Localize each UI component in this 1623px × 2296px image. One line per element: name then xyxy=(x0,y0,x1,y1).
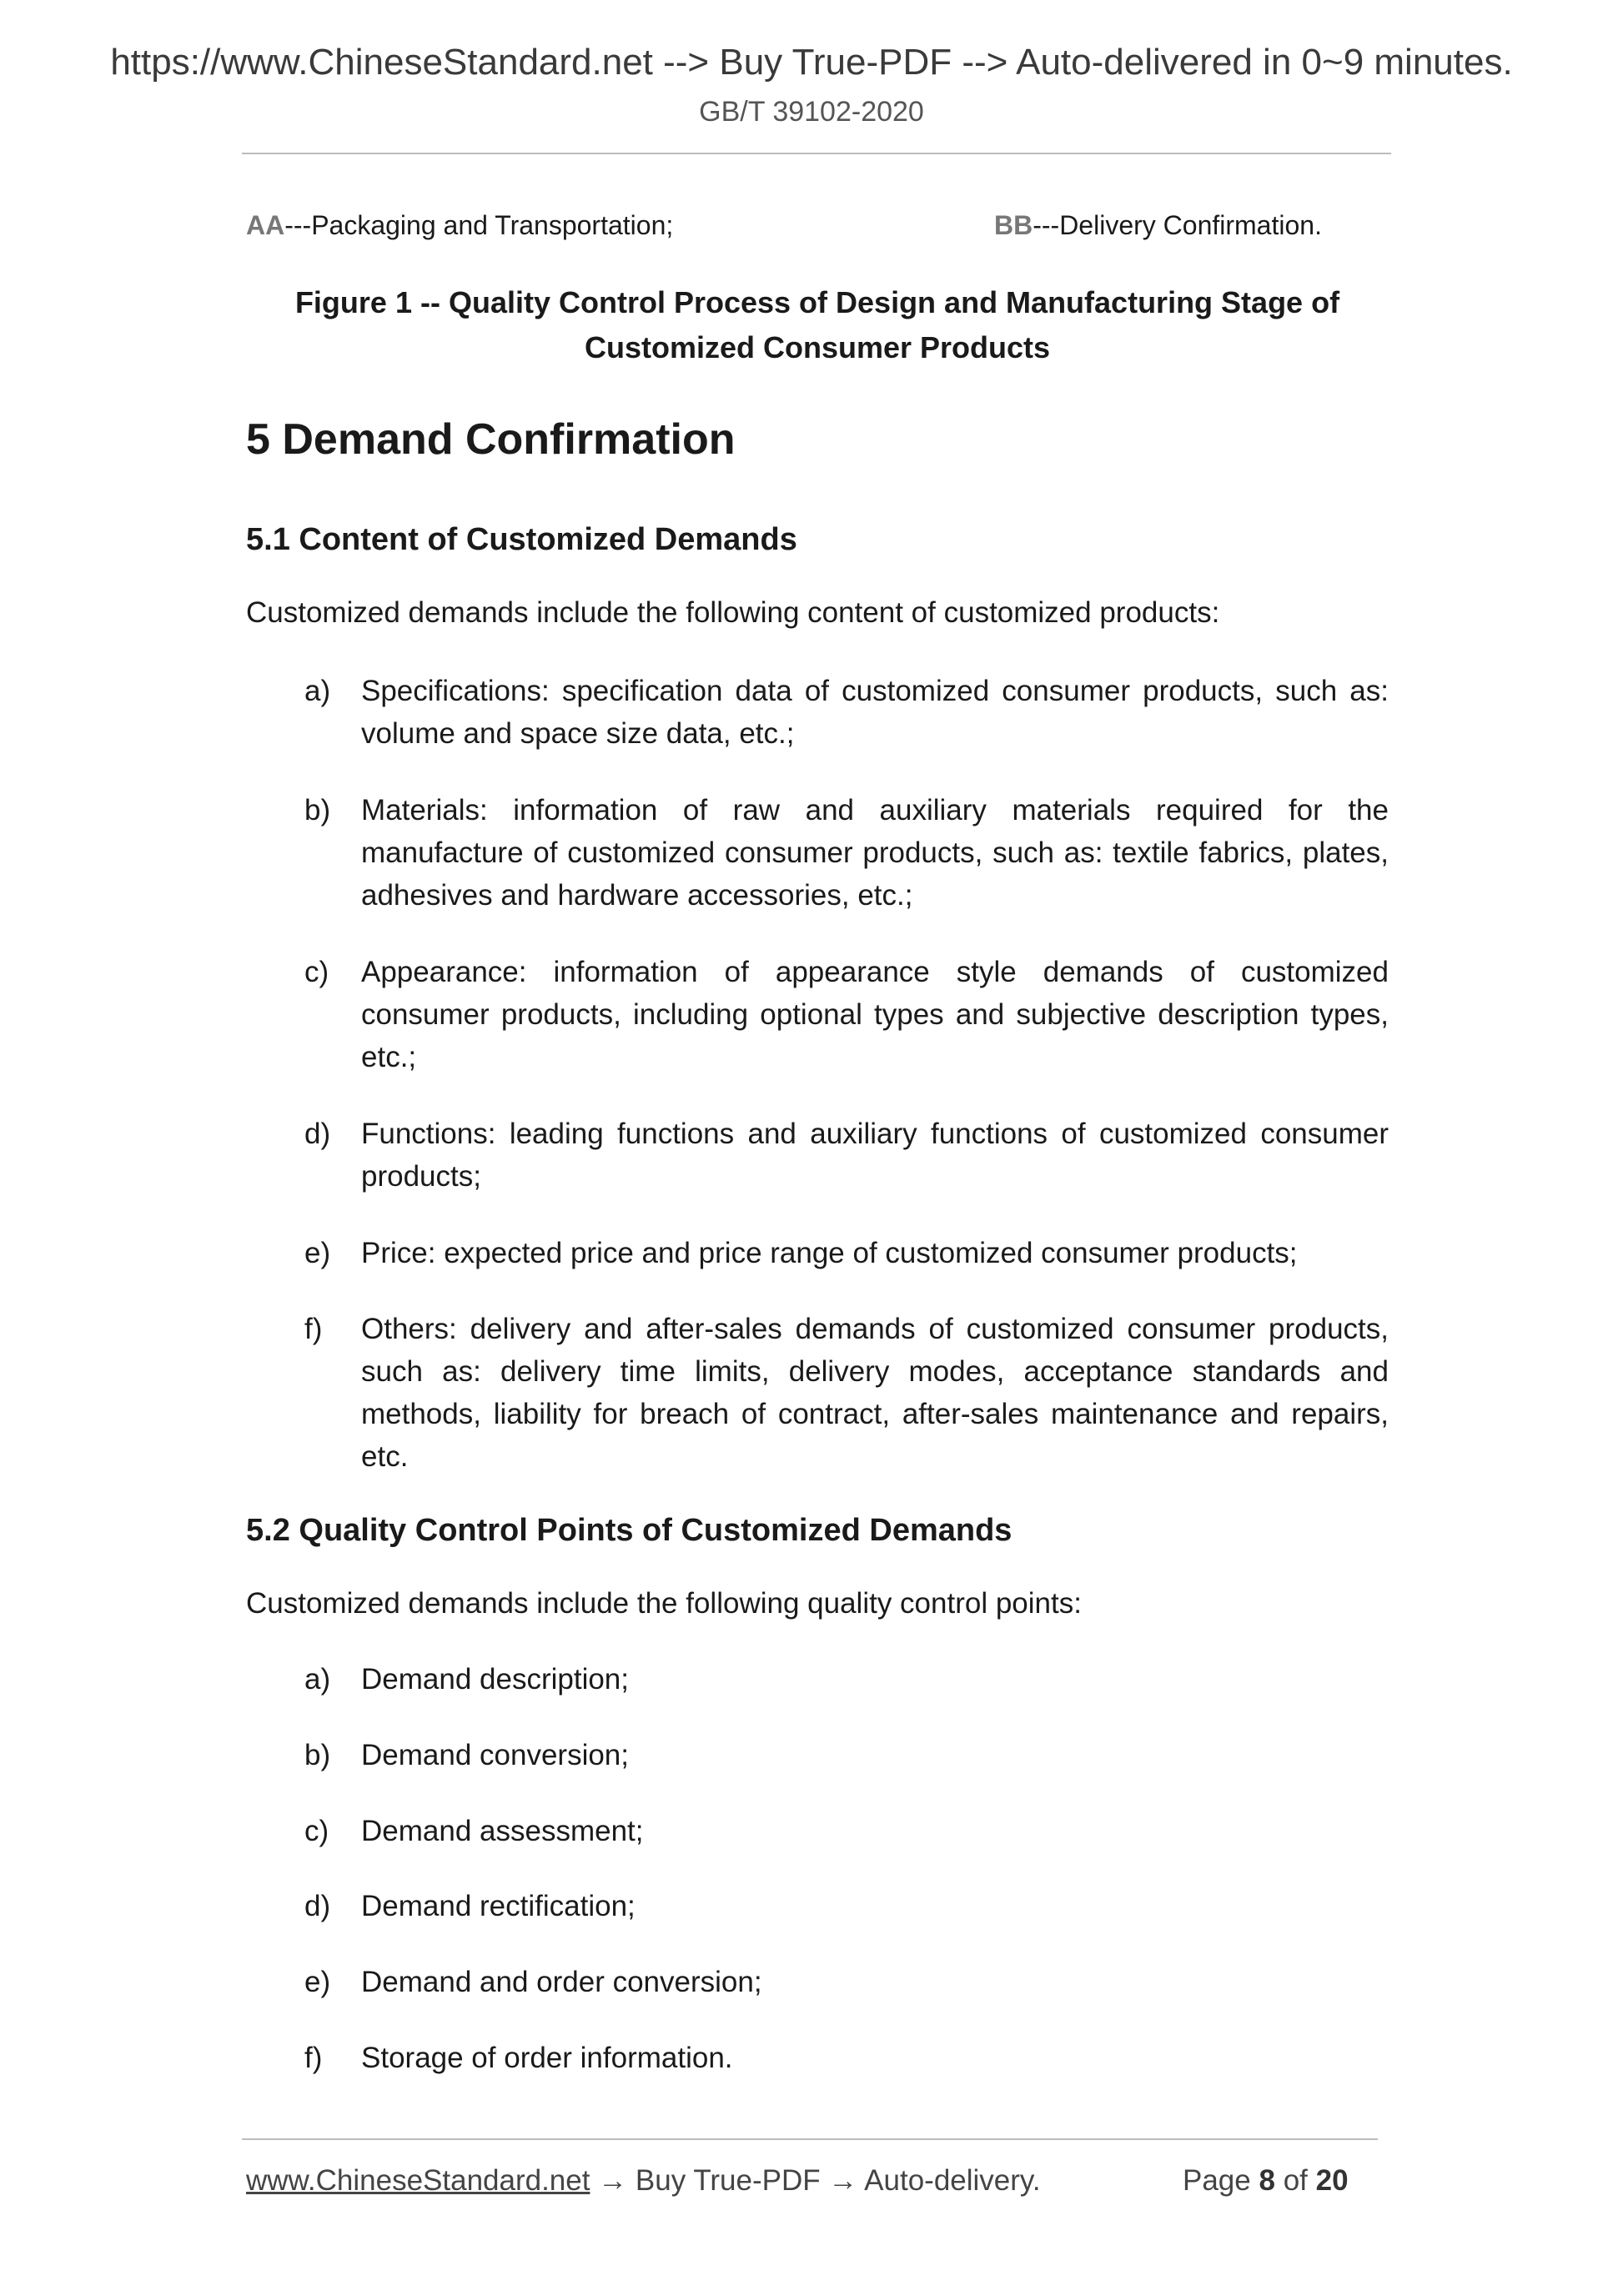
list-item xyxy=(304,1113,1389,1198)
list-label: b) xyxy=(304,1739,331,1771)
list-text: Demand and order conversion; xyxy=(361,1966,762,1998)
list-item xyxy=(304,1308,1389,1478)
list-label: a) xyxy=(304,1663,331,1696)
footer-left xyxy=(246,2164,1041,2198)
list-text: Price: expected price and price range of customized consumer products; xyxy=(361,1237,1298,1269)
list-text: Demand rectification; xyxy=(361,1890,636,1922)
list-item xyxy=(304,1815,643,1848)
list-text: Demand conversion; xyxy=(361,1739,629,1771)
header-divider xyxy=(242,153,1391,154)
list-text: Storage of order information. xyxy=(361,2042,733,2074)
legend-code: AA xyxy=(246,210,285,240)
figure-caption-line: Customized Consumer Products xyxy=(584,330,1051,364)
page-total: 20 xyxy=(1315,2164,1349,2197)
list-item xyxy=(304,951,1389,1078)
section-5-2-intro: Customized demands include the following quality control points: xyxy=(246,1587,1082,1620)
list-label: f) xyxy=(304,2042,323,2074)
list-text: Demand description; xyxy=(361,1663,629,1696)
list-label: a) xyxy=(304,675,331,707)
section-5-1-heading: 5.1 Content of Customized Demands xyxy=(246,522,797,557)
list-item xyxy=(304,670,1389,755)
list-item xyxy=(304,2042,733,2075)
list-label: c) xyxy=(304,1815,329,1847)
list-text: Appearance: information of appearance style demands of customized consumer products, including optional types and subjective description types, etc.; xyxy=(361,956,1389,1073)
figure-legend-aa xyxy=(246,210,673,241)
standard-number: GB/T 39102-2020 xyxy=(699,96,924,128)
list-text: Materials: information of raw and auxiliary materials required for the manufacture of customized consumer products, such as: textile fabrics, plates, adhesives and hardware accessories, etc.; xyxy=(361,794,1389,912)
list-item xyxy=(304,1739,629,1772)
list-item xyxy=(304,1966,762,1999)
section-5-2-heading: 5.2 Quality Control Points of Customized Demands xyxy=(246,1513,1012,1548)
list-text: Functions: leading functions and auxiliary functions of customized consumer products; xyxy=(361,1118,1389,1193)
list-text: Others: delivery and after-sales demands of customized consumer products, such as: delivery time limits, delivery modes, acceptance standards and methods, liability for breach of contract, after-sales maintenance and repairs, etc. xyxy=(361,1313,1389,1473)
list-text: Specifications: specification data of customized consumer products, such as: volume and space size data, etc.; xyxy=(361,675,1389,750)
page-word: Page xyxy=(1183,2164,1251,2197)
list-label: e) xyxy=(304,1966,331,1998)
list-item xyxy=(304,1663,629,1696)
page-indicator xyxy=(1183,2164,1349,2198)
list-label: e) xyxy=(304,1237,331,1269)
figure-caption-line: Figure 1 -- Quality Control Process of Design and Manufacturing Stage of xyxy=(294,285,1340,319)
list-label: d) xyxy=(304,1890,331,1922)
list-label: c) xyxy=(304,956,329,988)
list-label: d) xyxy=(304,1118,331,1150)
section-5-1-intro: Customized demands include the following content of customized products: xyxy=(246,596,1220,629)
page-current: 8 xyxy=(1259,2164,1275,2197)
legend-text: ---Delivery Confirmation. xyxy=(1033,210,1322,240)
footer-divider xyxy=(242,2138,1378,2140)
of-word: of xyxy=(1283,2164,1308,2197)
top-banner: https://www.ChineseStandard.net --> Buy True-PDF --> Auto-delivered in 0~9 minutes. xyxy=(110,42,1513,83)
list-item xyxy=(304,1890,636,1923)
figure-legend-bb xyxy=(994,210,1322,241)
figure-caption xyxy=(242,280,1393,370)
footer-tagline: → Buy True-PDF → Auto-delivery. xyxy=(590,2164,1041,2197)
list-item xyxy=(304,1232,1389,1274)
list-label: f) xyxy=(304,1313,323,1345)
list-label: b) xyxy=(304,794,331,826)
section-5-heading: 5 Demand Confirmation xyxy=(246,415,736,464)
list-item xyxy=(304,789,1389,917)
legend-text: ---Packaging and Transportation; xyxy=(284,210,674,240)
list-text: Demand assessment; xyxy=(361,1815,644,1847)
legend-code: BB xyxy=(994,210,1033,240)
footer-site-link[interactable]: www.ChineseStandard.net xyxy=(246,2164,590,2197)
